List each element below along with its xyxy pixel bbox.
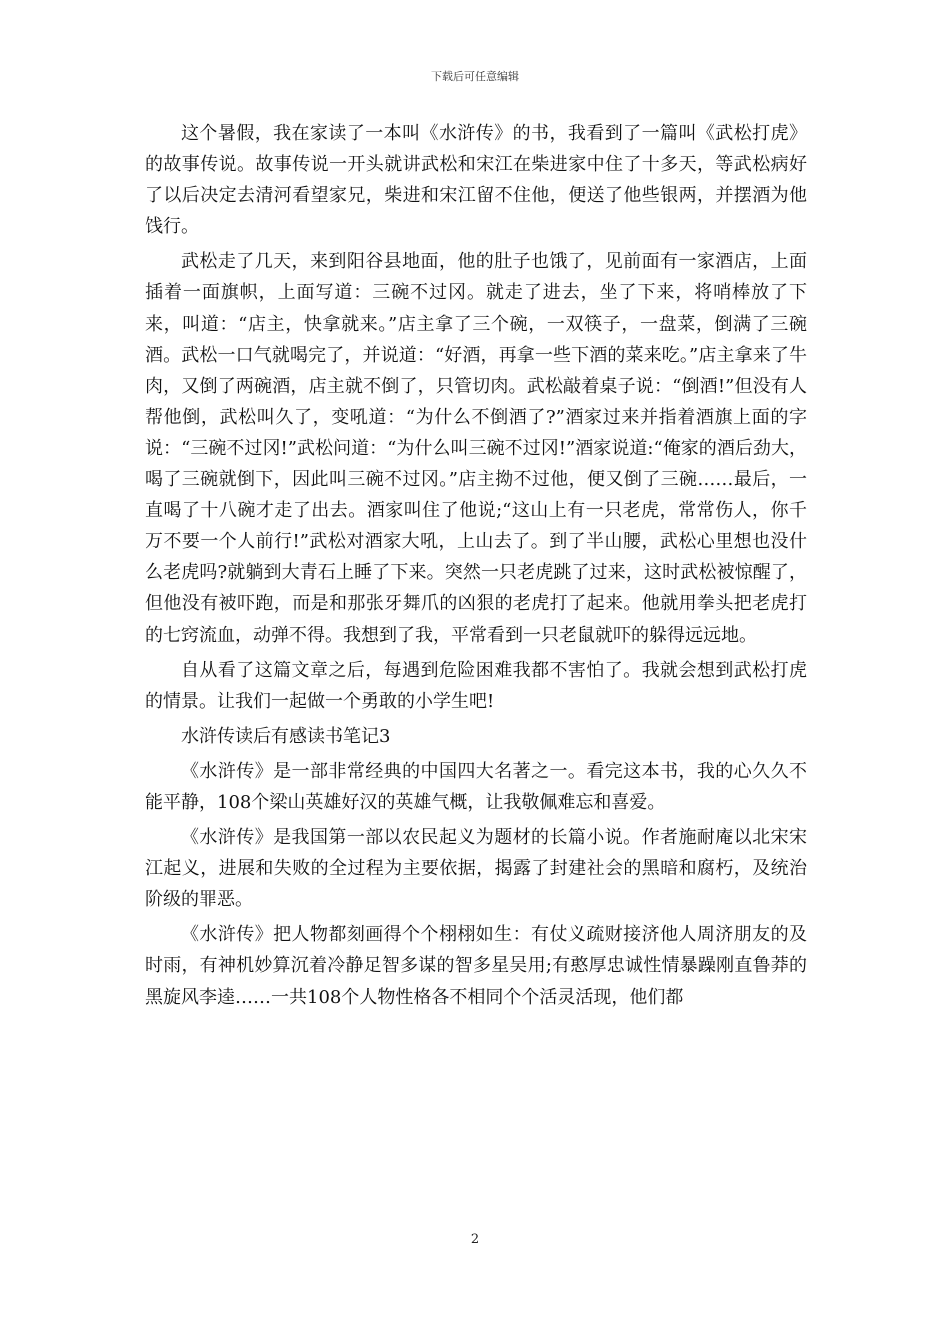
section-heading: 水浒传读后有感读书笔记3	[181, 725, 391, 747]
paragraph: 武松走了几天，来到阳谷县地面，他的肚子也饿了，见前面有一家酒店，上面插着一面旗帜，上面写道：三碗不过冈。就走了进去，坐了下来，将哨棒放了下来，叫道：“店主，快拿就来。”店主拿了三个碗，一双筷子，一盘菜，倒满了三碗酒。武松一口气就喝完了，并说道：“好酒，再拿一些下酒的菜来吃。”店主拿来了牛肉，又倒了两碗酒，店主就不倒了，只管切肉。武松敲着桌子说：“倒酒!”但没有人帮他倒，武松叫久了，变吼道：“为什么不倒酒了?”酒家过来并指着酒旗上面的字说：“三碗不过冈!”武松问道：“为什么叫三碗不过冈!”酒家说道:“俺家的酒后劲大，喝了三碗就倒下，因此叫三碗不过冈。”店主拗不过他，便又倒了三碗……最后，一直喝了十八碗才走了出去。酒家叫住了他说;“这山上有一只老虎，常常伤人，你千万不要一个人前行!”武松对酒家大吼，上山去了。到了半山腰，武松心里想也没什么老虎吗?就躺到大青石上睡了下来。突然一只老虎跳了过来，这时武松被惊醒了，但他没有被吓跑，而是和那张牙舞爪的凶狠的老虎打了起来。他就用拳头把老虎打的七窍流血，动弹不得。我想到了我，平常看到一只老鼠就吓的躲得远远地。	[145, 251, 807, 646]
paragraph: 自从看了这篇文章之后，每遇到危险困难我都不害怕了。我就会想到武松打虎的情景。让我们一起做一个勇敢的小学生吧!	[145, 659, 807, 712]
document-body	[145, 118, 807, 1013]
paragraph: 《水浒传》是一部非常经典的中国四大名著之一。看完这本书，我的心久久不能平静，108个梁山英雄好汉的英雄气概，让我敬佩难忘和喜爱。	[145, 760, 807, 813]
paragraph: 《水浒传》把人物都刻画得个个栩栩如生：有仗义疏财接济他人周济朋友的及时雨，有神机妙算沉着冷静足智多谋的智多星吴用;有憨厚忠诚性情暴躁刚直鲁莽的黑旋风李逵……一共108个人物性格各不相同个个活灵活现，他们都	[145, 924, 807, 1008]
paragraph: 《水浒传》是我国第一部以农民起义为题材的长篇小说。作者施耐庵以北宋宋江起义，进展和失败的全过程为主要依据，揭露了封建社会的黑暗和腐朽，及统治阶级的罪恶。	[145, 827, 807, 911]
paragraph: 这个暑假，我在家读了一本叫《水浒传》的书，我看到了一篇叫《武松打虎》的故事传说。故事传说一开头就讲武松和宋江在柴进家中住了十多天，等武松病好了以后决定去清河看望家兄，柴进和宋江留不住他，便送了他些银两，并摆酒为他饯行。	[145, 123, 807, 238]
page-header: 下载后可任意编辑	[431, 70, 519, 83]
page-number: 2	[470, 1232, 480, 1247]
